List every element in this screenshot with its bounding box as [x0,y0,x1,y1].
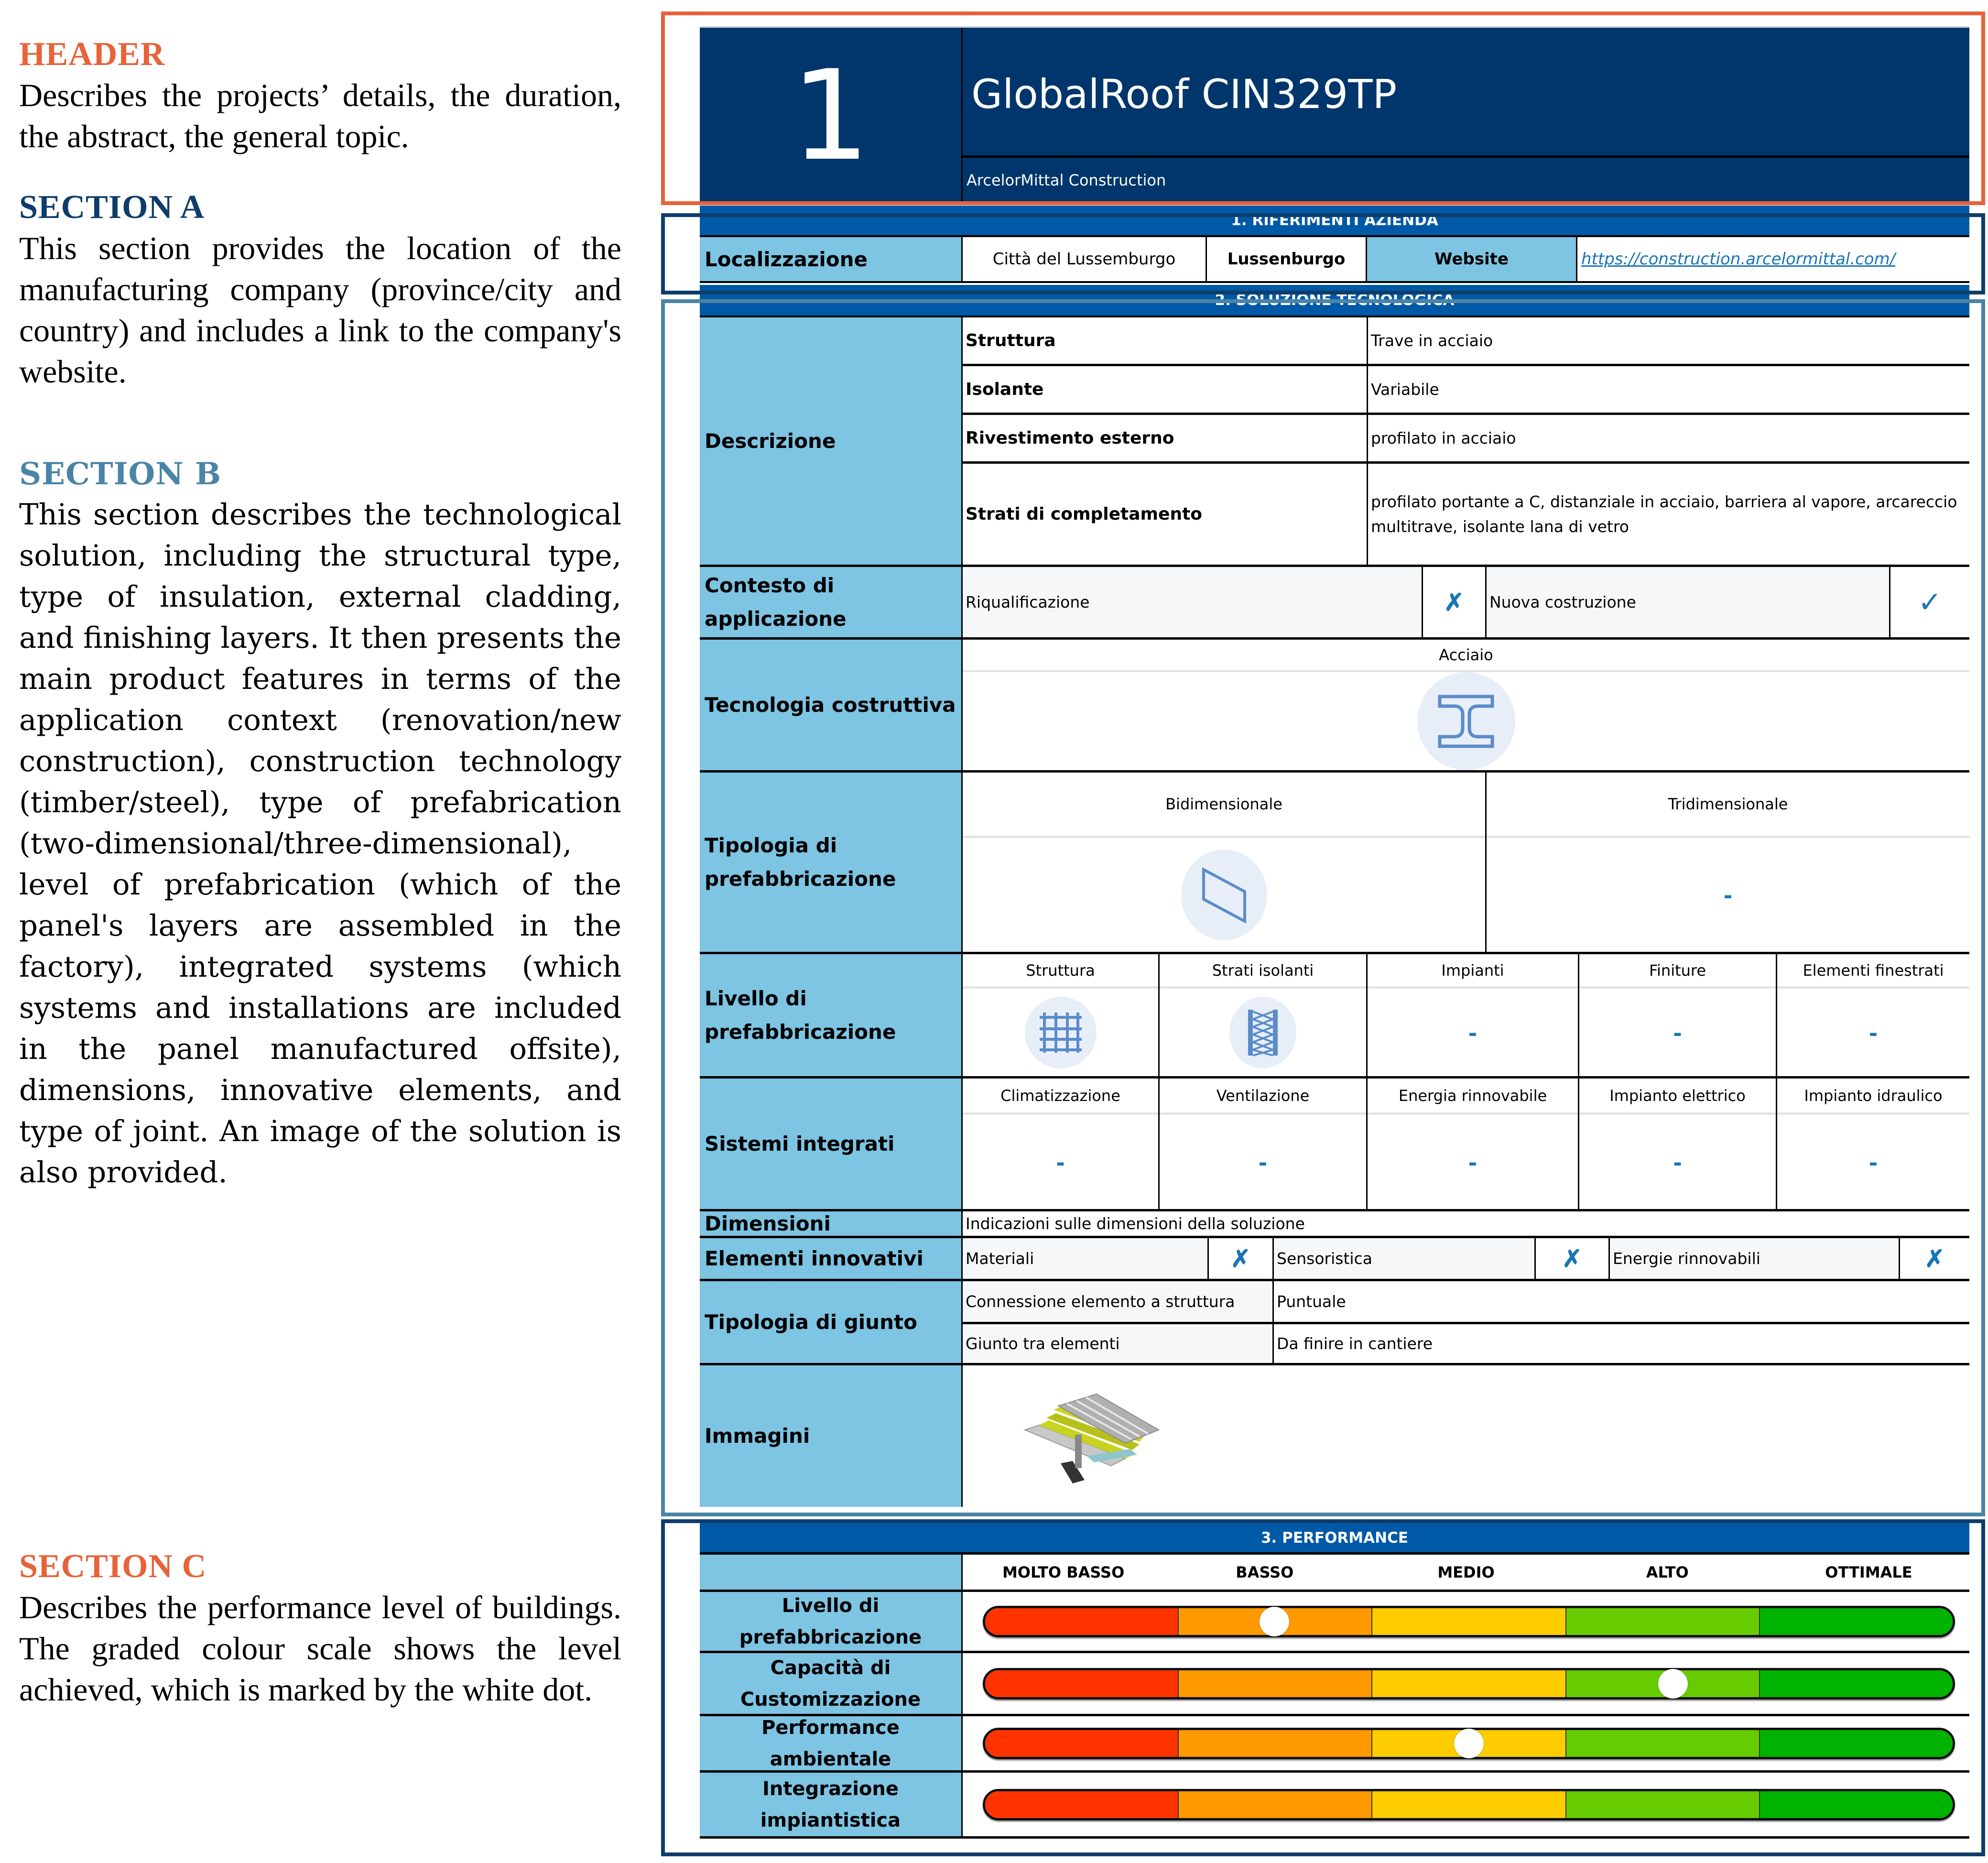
performance-scale-bar [983,1668,1955,1700]
performance-label: Integrazione impiantistica [700,1773,963,1836]
livello-column [963,954,1160,1076]
row-dimensioni [700,1211,1969,1238]
scale-segment [1372,1791,1566,1818]
tipologia-prefabbricazione-label: Tipologia di prefabbricazione [700,773,963,952]
location-country: Lussenburgo [1207,237,1367,281]
descrizione-value: Variabile [1371,380,1439,399]
scale-segment [1372,1608,1566,1635]
performance-table [700,1555,1969,1839]
section-a-title: 1. RIFERIMENTI AZIENDA [700,206,1969,237]
sistemi-column [1160,1079,1368,1209]
empty-dash: - [1468,1018,1477,1047]
descrizione-row [963,464,1969,565]
legend-header [19,34,621,157]
row-tipologia-giunto [700,1281,1969,1365]
section-c-title: 3. PERFORMANCE [700,1523,1969,1555]
scale-labels [963,1555,1969,1590]
empty-dash: - [1056,1147,1065,1177]
steel-i-beam-icon [1417,672,1515,770]
level-marker-dot [1658,1669,1688,1699]
sistemi-integrati-label: Sistemi integrati [700,1079,963,1209]
scale-segment [1179,1791,1372,1818]
descrizione-key: Rivestimento esterno [963,415,1368,461]
empty-dash: - [1259,1147,1267,1177]
scale-segment [1566,1730,1760,1757]
scale-segment [985,1730,1179,1757]
sistemi-column [963,1079,1160,1209]
giunto-row [963,1281,1969,1324]
innovativo-name: Sensoristica [1274,1238,1536,1279]
location-label: Localizzazione [700,237,963,281]
giunto-row [963,1324,1969,1363]
company-name: ArcelorMittal Construction [967,171,1166,189]
livello-column [1368,954,1579,1076]
scale-label: MOLTO BASSO [1002,1563,1125,1581]
scale-segment [1566,1608,1760,1635]
legend-header-title: HEADER [19,36,165,73]
row-livello-prefabbricazione [700,954,1969,1079]
livello-column [1777,954,1969,1076]
empty-dash: - [1673,1147,1682,1177]
prefab-type-name: Tridimensionale [1487,773,1969,838]
scale-label: BASSO [1236,1563,1294,1581]
empty-dash: - [1724,881,1732,909]
performance-row [700,1773,1969,1839]
x-mark-icon: ✗ [1536,1238,1610,1279]
elementi-innovativi-label: Elementi innovativi [700,1238,963,1279]
website-label: Website [1367,237,1577,281]
performance-scale-header [700,1555,1969,1592]
legend-section-c-title: SECTION C [19,1548,207,1585]
scale-segment [1179,1670,1372,1697]
scale-segment [1760,1730,1953,1757]
descrizione-key: Struttura [963,317,1368,364]
livello-column [1160,954,1368,1076]
scale-segment [1372,1670,1566,1697]
legend-header-text: Describes the projects’ details, the duration, the abstract, the general topic. [19,77,621,154]
descrizione-row [963,317,1969,366]
row-sistemi-integrati [700,1079,1969,1211]
scale-label: OTTIMALE [1825,1563,1912,1581]
legend-section-c [19,1547,621,1710]
sistemi-column-name: Impianto elettrico [1579,1079,1776,1115]
performance-scale-bar [983,1789,1955,1820]
prefab-type-column [1487,773,1969,952]
dimensioni-label: Dimensioni [700,1211,963,1236]
legend-section-b-title: SECTION B [19,456,222,492]
sistemi-column-name: Impianto idraulico [1777,1079,1969,1115]
section-b-title: 2. SOLUZIONE TECNOLOGICA [700,285,1969,317]
scale-segment [985,1608,1179,1635]
structure-grid-icon [1025,997,1097,1068]
giunto-key: Giunto tra elementi [963,1324,1274,1363]
row-tipologia-prefabbricazione [700,773,1969,954]
performance-row [700,1653,1969,1716]
performance-label: Livello di prefabbricazione [700,1592,963,1651]
innovativo-name: Energie rinnovabili [1610,1238,1900,1279]
contesto-option-name: Riqualificazione [963,567,1423,637]
sistemi-column [1579,1079,1777,1209]
project-number: 1 [700,28,963,204]
roof-panel-image [1020,1392,1163,1490]
dimensioni-value: Indicazioni sulle dimensioni della soluzione [966,1214,1305,1233]
giunto-value: Da finire in cantiere [1277,1334,1433,1353]
performance-row [700,1716,1969,1773]
scale-segment [1179,1730,1372,1757]
sistemi-column [1777,1079,1969,1209]
descrizione-label: Descrizione [700,317,963,565]
checkmark-icon: ✓ [1918,586,1942,618]
x-mark-icon: ✗ [1423,567,1487,637]
performance-scale-bar [983,1606,1955,1637]
sistemi-column-name: Energia rinnovabile [1368,1079,1578,1115]
contesto-option-name: Nuova costruzione [1487,567,1890,637]
scale-segment [1760,1608,1953,1635]
empty-dash: - [1468,1147,1477,1177]
level-marker-dot [1260,1607,1289,1636]
scale-segment [985,1791,1179,1818]
legend-section-a [19,187,621,392]
scale-segment [1566,1791,1760,1818]
livello-prefabbricazione-label: Livello di prefabbricazione [700,954,963,1076]
performance-label: Performance ambientale [700,1716,963,1770]
row-descrizione [700,317,1969,567]
innovativo-name: Materiali [963,1238,1209,1279]
scale-label: ALTO [1646,1563,1689,1581]
project-title: GlobalRoof CIN329TP [963,28,1969,158]
descrizione-key: Strati di completamento [963,464,1368,565]
scale-segment [1760,1670,1953,1697]
prefab-type-name: Bidimensionale [963,773,1485,838]
scale-segment [1760,1791,1953,1818]
flat-panel-icon [1181,850,1267,940]
descrizione-value: Trave in acciaio [1371,331,1493,350]
descrizione-row [963,366,1969,415]
insulation-layer-icon [1229,997,1296,1068]
giunto-key: Connessione elemento a struttura [963,1281,1274,1322]
sistemi-column-name: Ventilazione [1160,1079,1366,1115]
location-city: Città del Lussemburgo [963,237,1207,281]
legend-section-a-title: SECTION A [19,189,205,226]
livello-column-name: Elementi finestrati [1777,954,1969,989]
descrizione-value: profilato portante a C, distanziale in acciaio, barriera al vapore, arcareccio multitrave, isolante lana di vetro [1371,492,1957,536]
prefab-type-column [963,773,1487,952]
livello-column-name: Strati isolanti [1160,954,1366,989]
livello-column [1579,954,1777,1076]
giunto-label: Tipologia di giunto [700,1281,963,1363]
livello-column-name: Impianti [1368,954,1578,989]
row-elementi-innovativi [700,1238,1969,1281]
immagini-label: Immagini [700,1365,963,1507]
legend-section-b [19,454,621,1193]
sheet-header [700,26,1969,204]
legend-section-b-text: This section describes the technological solution, including the structural type, type of insulation, external cladding, and finishing layers. It then presents the main product features in terms of the application context (renovation/new construction), construction technology (timber/steel), type of prefabrication (two-dimensional/three-dimensional), level of prefabrication (which of the panel's layers are assembled in the factory), integrated systems (which systems and installations are included in the panel manufactured offsite), dimensions, innovative elements, and type of joint. An image of the solution is also provided. [19,498,621,1189]
descrizione-key: Isolante [963,366,1368,413]
row-contesto [700,567,1969,640]
empty-dash: - [1869,1147,1878,1177]
performance-label: Capacità di Customizzazione [700,1653,963,1714]
descrizione-row [963,415,1969,464]
section-b-table [700,317,1969,1507]
livello-column-name: Finiture [1579,954,1776,989]
legend-section-c-text: Describes the performance level of buildings. The graded colour scale shows the level achieved, which is marked by the white dot. [19,1589,621,1708]
livello-column-name: Struttura [963,954,1158,989]
empty-dash: - [1869,1018,1878,1047]
giunto-value: Puntuale [1277,1292,1346,1311]
sistemi-column-name: Climatizzazione [963,1079,1158,1115]
empty-dash: - [1673,1018,1682,1047]
website-link[interactable]: https://construction.arcelormittal.com/ [1581,250,1896,269]
x-mark-icon: ✗ [1209,1238,1274,1279]
legend-section-a-text: This section provides the location of the manufacturing company (province/city and country) and includes a link to the company's website. [19,230,621,390]
tecnologia-label: Tecnologia costruttiva [700,640,963,770]
scale-segment [985,1670,1179,1697]
x-mark-icon: ✗ [1924,1245,1945,1272]
contesto-label: Contesto di applicazione [700,567,963,637]
scale-label: MEDIO [1437,1563,1495,1581]
row-tecnologia [700,640,1969,773]
tecnologia-value: Acciaio [963,640,1969,672]
section-a-row [700,237,1969,283]
row-immagini [700,1365,1969,1507]
performance-row [700,1592,1969,1653]
descrizione-value: profilato in acciaio [1371,428,1516,447]
scale-header-spacer [700,1555,963,1590]
sistemi-column [1368,1079,1579,1209]
level-marker-dot [1454,1729,1484,1758]
